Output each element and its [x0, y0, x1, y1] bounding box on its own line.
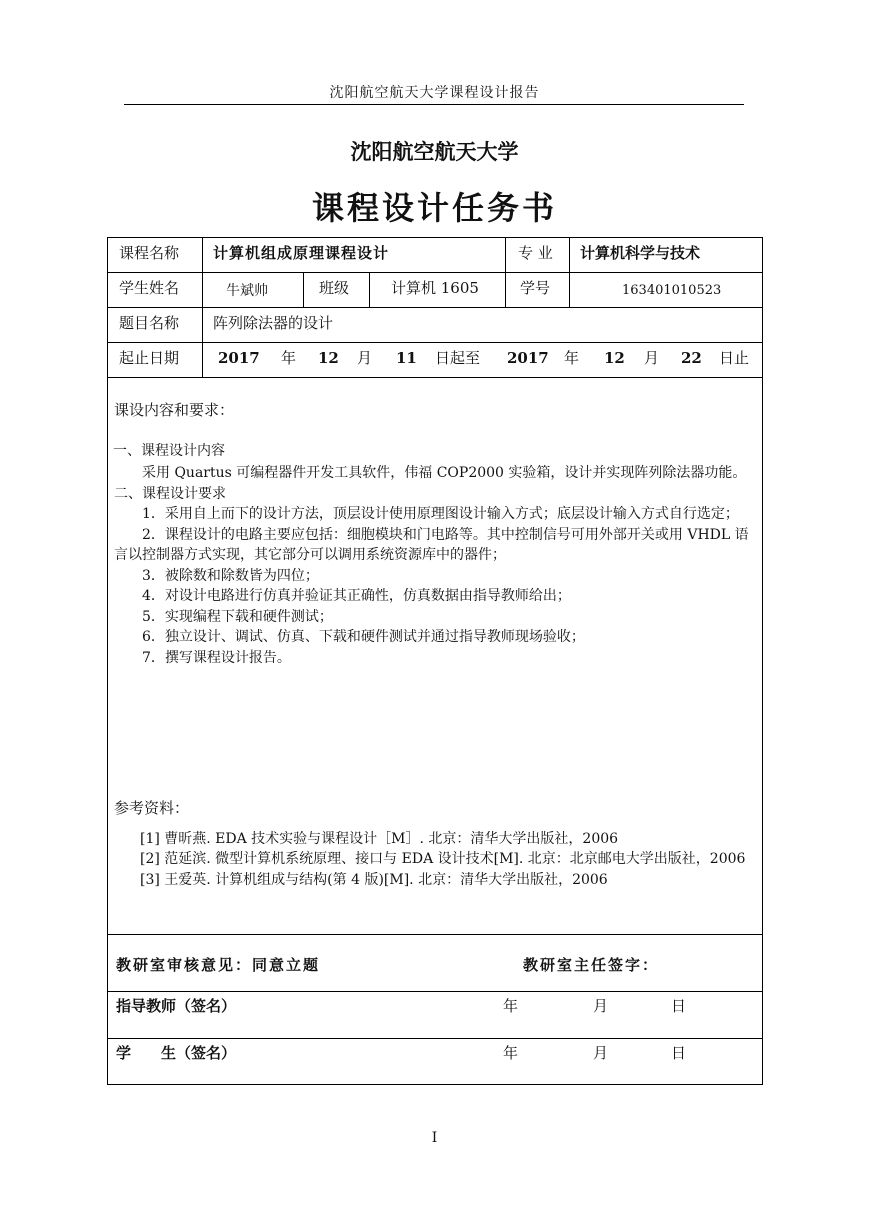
requirement-item: 5．实现编程下载和硬件测试； [142, 608, 333, 625]
teacher-day-word: 日 [671, 997, 687, 1015]
student-name-label: 学生姓名 [119, 279, 180, 297]
start-suffix: 日起至 [435, 349, 481, 367]
requirements-heading: 课设内容和要求： [114, 401, 235, 419]
col-divider [569, 237, 570, 307]
row-divider [107, 307, 763, 308]
start-year: 2017 [218, 349, 260, 367]
student-day-word: 日 [671, 1044, 687, 1062]
section1-text: 采用 Quartus 可编程器件开发工具软件，伟福 COP2000 实验箱，设计并实现阵列除法器功能。 [142, 465, 747, 481]
review-opinion-label: 教研室审核意见：同意立题 [116, 956, 321, 974]
major-label: 专 业 [518, 244, 553, 262]
director-signature-label: 教研室主任签字： [523, 956, 660, 974]
col-divider [369, 272, 370, 307]
topic-label: 题目名称 [119, 314, 180, 332]
course-value: 计算机组成原理课程设计 [213, 244, 390, 262]
reference-item: [2] 范延滨. 微型计算机系统原理、接口与 EDA 设计技术[M]. 北京：北京邮电大学出版社，2006 [140, 851, 746, 867]
col-divider [303, 272, 304, 307]
references-heading: 参考资料： [114, 799, 190, 817]
references-block [114, 798, 754, 890]
requirement-item: 6．独立设计、调试、仿真、下载和硬件测试并通过指导教师现场验收； [142, 629, 585, 645]
end-suffix: 日止 [719, 349, 750, 367]
end-month-word: 月 [644, 349, 660, 367]
document-title: 课程设计任务书 [311, 189, 557, 227]
reference-item: [3] 王爱英. 计算机组成与结构(第 4 版)[M]. 北京：清华大学出版社，2006 [140, 871, 608, 888]
col-divider [505, 237, 506, 272]
teacher-year-word: 年 [503, 997, 519, 1015]
student-signature-label: 学 生（签名） [116, 1044, 237, 1062]
start-year-word: 年 [281, 349, 297, 367]
requirement-item: 4．对设计电路进行仿真并验证其正确性，仿真数据由指导教师给出； [142, 588, 571, 604]
end-year-word: 年 [564, 349, 580, 367]
date-label: 起止日期 [119, 349, 180, 367]
end-year: 2017 [507, 349, 549, 367]
row-divider [107, 272, 763, 273]
page-number: I [431, 1130, 438, 1146]
row-divider [107, 377, 763, 378]
row-divider [107, 342, 763, 343]
col-divider [505, 272, 506, 307]
student-id-label: 学号 [520, 279, 551, 297]
requirement-item: 7．撰写课程设计报告。 [142, 649, 291, 666]
reference-item: [1] 曹昕燕. EDA 技术实验与课程设计［M］. 北京：清华大学出版社，2006 [140, 830, 619, 847]
topic-value: 阵列除法器的设计 [213, 314, 334, 332]
col-divider [202, 237, 203, 377]
section2-title: 二、课程设计要求 [114, 485, 226, 502]
end-month: 12 [604, 349, 625, 367]
student-name-value: 牛斌帅 [226, 283, 268, 299]
class-label: 班级 [319, 279, 350, 297]
requirement-item: 1．采用自上而下的设计方法，顶层设计使用原理图设计输入方式；底层设计输入方式自行选定； [142, 506, 739, 522]
requirements-block [114, 400, 754, 668]
row-divider [107, 991, 763, 992]
end-day: 22 [681, 349, 702, 367]
major-value: 计算机科学与技术 [580, 244, 701, 262]
university-name: 沈阳航空航天大学 [350, 140, 519, 164]
requirement-item: 3．被除数和除数皆为四位； [142, 567, 319, 584]
teacher-month-word: 月 [593, 997, 609, 1015]
start-month: 12 [318, 349, 339, 367]
student-month-word: 月 [593, 1044, 609, 1062]
student-id-value: 163401010523 [622, 283, 722, 298]
running-header: 沈阳航空航天大学课程设计报告 [329, 85, 540, 101]
start-day: 11 [396, 349, 417, 367]
start-month-word: 月 [357, 349, 373, 367]
header-divider [124, 104, 744, 105]
row-divider [107, 934, 763, 935]
section1-title: 一、课程设计内容 [113, 442, 225, 459]
requirement-item: 2．课程设计的电路主要应包括：细胞模块和门电路等。其中控制信号可用外部开关或用 VHDL 语言以控制器方式实现，其它部分可以调用系统资源库中的器件； [114, 526, 749, 563]
row-divider [107, 1038, 763, 1039]
course-label: 课程名称 [119, 244, 180, 262]
teacher-signature-label: 指导教师（签名） [116, 997, 237, 1015]
class-value: 计算机 1605 [391, 279, 479, 297]
student-year-word: 年 [503, 1044, 519, 1062]
